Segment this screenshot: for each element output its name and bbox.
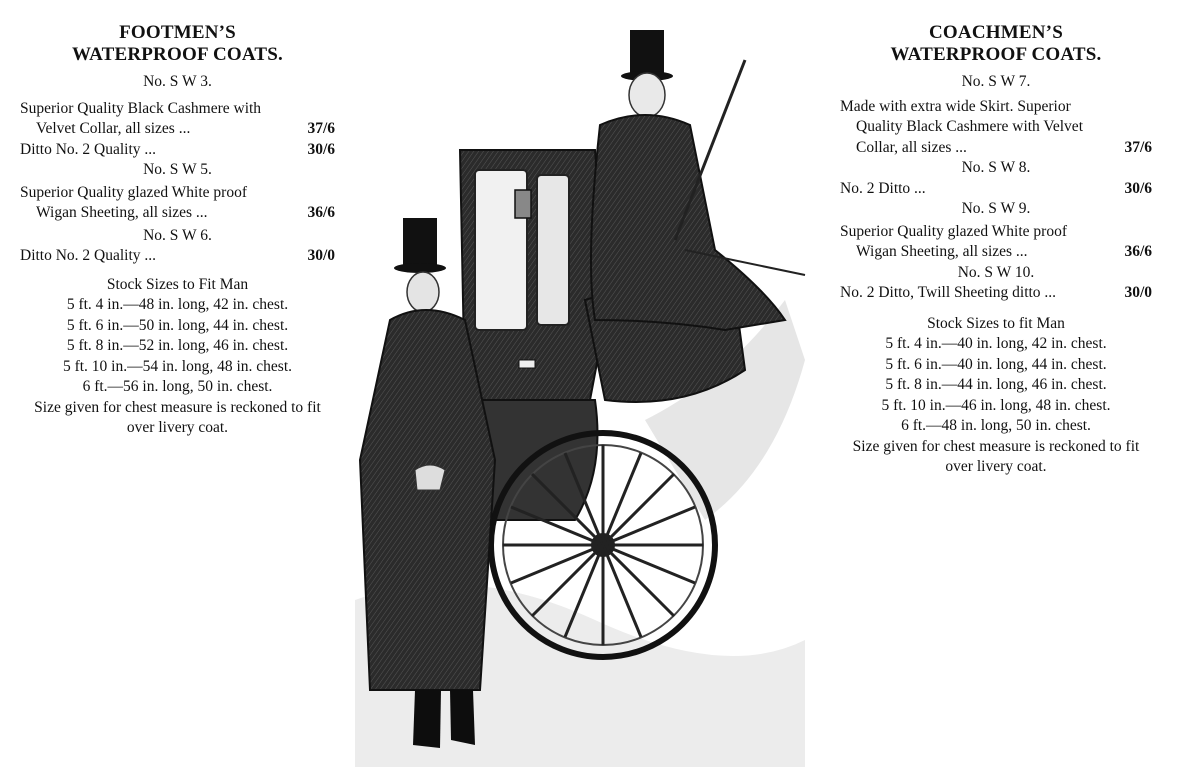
door-handle xyxy=(519,360,535,368)
footmen-item-price: 30/6 xyxy=(307,140,335,158)
footmen-item-code: No. S W 6. xyxy=(143,226,212,244)
coachmen-heading-line2: WATERPROOF COATS. xyxy=(890,44,1102,65)
coachmen-note-line2: over livery coat. xyxy=(945,458,1047,475)
coachmen-note-line1: Size given for chest measure is reckoned to fit xyxy=(852,437,1140,455)
coachmen-stock-sizes xyxy=(840,314,1152,478)
lamp xyxy=(515,190,531,218)
carriage-illustration xyxy=(345,0,815,767)
coachmen-heading xyxy=(840,22,1152,66)
footmen-item-desc: Wigan Sheeting, all sizes ... xyxy=(36,204,208,221)
footmen-size-row: 6 ft.—56 in. long, 50 in. chest. xyxy=(82,378,273,395)
footmen-item-desc: Ditto No. 2 Quality ... xyxy=(20,140,157,158)
coachmen-item xyxy=(840,97,1152,159)
coachmen-item-code: No. S W 8. xyxy=(961,159,1031,176)
footmen-item-price: 30/0 xyxy=(307,247,335,264)
footmen-size-row: 5 ft. 8 in.—52 in. long, 46 in. chest. xyxy=(66,337,289,354)
footmen-heading-line2: WATERPROOF COATS. xyxy=(71,44,283,65)
coachmen-item-desc: Wigan Sheeting, all sizes ... xyxy=(856,243,1028,260)
coachmen-item-desc: Collar, all sizes ... xyxy=(856,138,967,156)
footmen-size-row: 5 ft. 10 in.—54 in. long, 48 in. chest. xyxy=(62,357,293,375)
footmen-note-line2: over livery coat. xyxy=(126,419,229,436)
coachmen-item-price: 36/6 xyxy=(1124,243,1152,260)
footmen-item-code: No. S W 3. xyxy=(143,73,212,90)
footmen-item xyxy=(20,99,335,140)
footmen-item-desc: Superior Quality Black Cashmere with xyxy=(20,99,262,117)
footmen-item-desc: Velvet Collar, all sizes ... xyxy=(36,120,191,137)
coachmen-size-row: 5 ft. 8 in.—44 in. long, 46 in. chest. xyxy=(885,376,1107,393)
coachmen-item-code: No. S W 7. xyxy=(961,73,1031,90)
coachmen-item-price: 37/6 xyxy=(1124,138,1152,156)
footmen-note-line1: Size given for chest measure is reckoned to fit xyxy=(34,398,321,416)
coachmen-item-price: 30/0 xyxy=(1124,284,1152,301)
coachmen-item xyxy=(840,179,1152,200)
coachmen-item-desc: Quality Black Cashmere with Velvet xyxy=(856,118,1083,135)
footmen-size-row: 5 ft. 4 in.—48 in. long, 42 in. chest. xyxy=(66,296,289,313)
footmen-item-code: No. S W 5. xyxy=(143,161,212,178)
coachmen-stock-title: Stock Sizes to fit Man xyxy=(927,314,1065,332)
footmen-heading xyxy=(20,22,335,66)
top-hat xyxy=(403,218,437,266)
coachmen-item-desc: No. 2 Ditto, Twill Sheeting ditto ... xyxy=(840,284,1057,301)
coachmen-item-desc: Superior Quality glazed White proof xyxy=(840,222,1067,240)
footmen-item-price: 36/6 xyxy=(307,204,335,221)
coachmen-item-code: No. S W 9. xyxy=(961,200,1031,217)
coachmen-item-code: No. S W 10. xyxy=(957,263,1035,281)
coachman-figure xyxy=(591,30,805,330)
coachmen-size-row: 5 ft. 6 in.—40 in. long, 44 in. chest. xyxy=(885,355,1107,373)
coachmen-item-desc: Made with extra wide Skirt. Superior xyxy=(840,97,1071,115)
top-hat xyxy=(630,30,664,76)
footmen-heading-line1: FOOTMEN’S xyxy=(119,22,236,43)
carriage-wheel xyxy=(491,433,715,657)
footmen-item xyxy=(20,183,335,224)
coachmen-heading-line1: COACHMEN’S xyxy=(929,22,1063,43)
coachmen-size-row: 5 ft. 4 in.—40 in. long, 42 in. chest. xyxy=(885,335,1107,352)
coachmen-item-price: 30/6 xyxy=(1124,179,1152,197)
footmen-item xyxy=(20,140,335,161)
footmen-item-desc: Ditto No. 2 Quality ... xyxy=(20,247,157,264)
coachmen-column xyxy=(840,0,1152,478)
coachmen-item xyxy=(840,222,1152,263)
coachmen-item-desc: No. 2 Ditto ... xyxy=(840,179,926,197)
footmen-column xyxy=(20,0,335,439)
footmen-size-row: 5 ft. 6 in.—50 in. long, 44 in. chest. xyxy=(66,316,289,334)
footmen-stock-title: Stock Sizes to Fit Man xyxy=(106,275,249,293)
coachmen-size-row: 5 ft. 10 in.—46 in. long, 48 in. chest. xyxy=(881,396,1111,414)
footmen-item-desc: Superior Quality glazed White proof xyxy=(20,183,247,201)
footmen-item-price: 37/6 xyxy=(307,120,335,137)
carriage-engraving-image xyxy=(345,0,815,767)
footmen-stock-sizes xyxy=(20,275,335,439)
footmen-item xyxy=(20,246,335,267)
coachmen-item xyxy=(840,283,1152,304)
carriage-window xyxy=(537,175,569,325)
coachmen-size-row: 6 ft.—48 in. long, 50 in. chest. xyxy=(901,417,1091,434)
